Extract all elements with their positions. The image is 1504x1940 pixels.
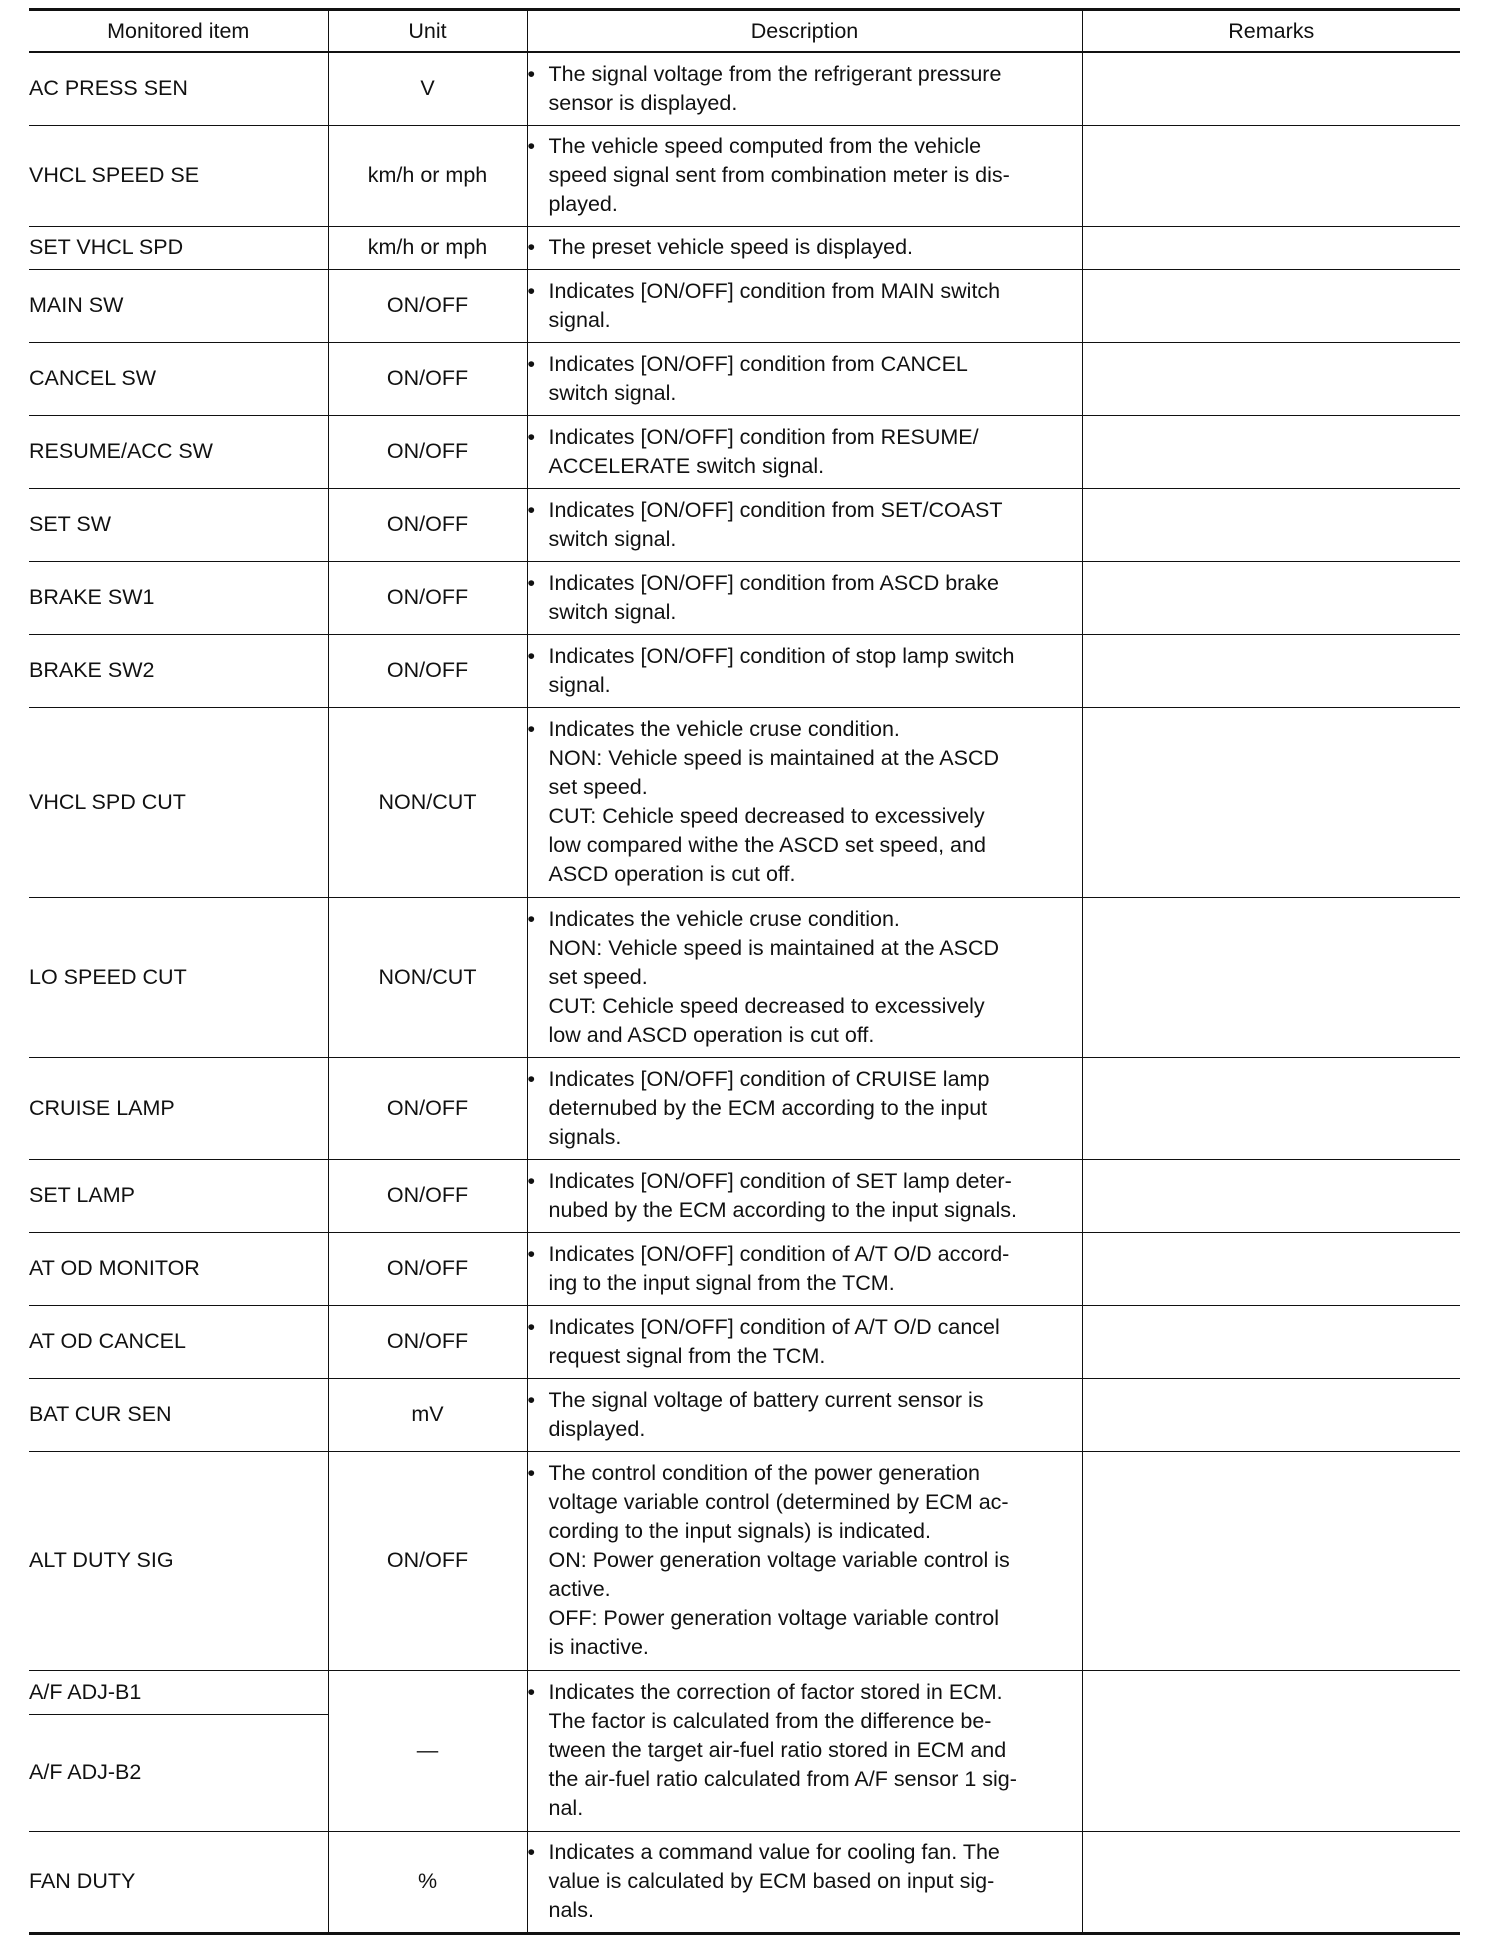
description-text: The control condition of the power generation voltage variable control (determined by ECM ac- cording to the input signals) is indicated. ON: Power generation voltage variable control is active. OFF: Power generation voltage variable control is inactive. — [548, 1461, 1010, 1659]
description-cell — [527, 634, 1082, 707]
description-text: The signal voltage of battery current sensor is displayed. — [548, 1387, 984, 1441]
table-row — [29, 1451, 1460, 1670]
monitored-item-cell: SET SW — [29, 488, 328, 561]
bullet-icon: • — [527, 1840, 536, 1864]
bullet-icon: • — [527, 1314, 536, 1339]
description-text: The vehicle speed computed from the vehicle speed signal sent from combination meter is dis- played. — [548, 134, 1010, 216]
monitored-item-cell: VHCL SPD CUT — [29, 707, 328, 897]
description-text: Indicates the correction of factor stored in ECM. The factor is calculated from the difference be- tween the target air-fuel ratio stored in ECM and the air-fuel ratio calculated from A/F sensor 1 sig- nal. — [548, 1680, 1017, 1820]
description-text: Indicates [ON/OFF] condition of A/T O/D cancel request signal from the TCM. — [548, 1314, 1000, 1368]
remarks-cell — [1082, 1378, 1460, 1451]
bullet-icon: • — [527, 134, 536, 158]
unit-cell: ON/OFF — [328, 1057, 527, 1159]
table-row — [29, 1305, 1460, 1378]
remarks-cell — [1082, 561, 1460, 634]
bullet-icon: • — [527, 1680, 536, 1704]
description-text: Indicates a command value for cooling fan. The value is calculated by ECM based on input sig- nals. — [548, 1840, 1000, 1922]
monitored-item-cell: AT OD CANCEL — [29, 1305, 328, 1378]
monitored-item-cell: MAIN SW — [29, 269, 328, 342]
table-row — [29, 1670, 1460, 1714]
monitored-item-cell: AC PRESS SEN — [29, 52, 328, 125]
unit-cell: NON/CUT — [328, 707, 527, 897]
description-cell — [527, 488, 1082, 561]
table-row — [29, 1831, 1460, 1933]
bullet-icon: • — [527, 424, 536, 449]
monitored-item-cell: A/F ADJ-B1 — [29, 1670, 328, 1714]
description-text: Indicates [ON/OFF] condition from RESUME/ ACCELERATE switch signal. — [548, 424, 979, 478]
description-cell — [527, 1232, 1082, 1305]
remarks-cell — [1082, 897, 1460, 1057]
monitored-item-cell: CRUISE LAMP — [29, 1057, 328, 1159]
table-row — [29, 226, 1460, 269]
monitored-item-cell: RESUME/ACC SW — [29, 415, 328, 488]
bullet-icon: • — [527, 497, 536, 522]
unit-cell: mV — [328, 1378, 527, 1451]
remarks-cell — [1082, 488, 1460, 561]
bullet-icon: • — [527, 717, 536, 741]
table-row — [29, 634, 1460, 707]
description-cell — [527, 52, 1082, 125]
unit-cell: V — [328, 52, 527, 125]
unit-cell: NON/CUT — [328, 897, 527, 1057]
bullet-icon: • — [527, 906, 536, 931]
remarks-cell — [1082, 1451, 1460, 1670]
description-cell — [527, 269, 1082, 342]
description-cell — [527, 342, 1082, 415]
unit-cell: ON/OFF — [328, 488, 527, 561]
description-text: Indicates the vehicle cruse condition. NON: Vehicle speed is maintained at the ASCD set speed. CUT: Cehicle speed decreased to excessively low compared withe the ASCD set speed, and ASCD operation is cut off. — [548, 717, 1000, 886]
unit-cell: ON/OFF — [328, 1159, 527, 1232]
unit-cell: ON/OFF — [328, 415, 527, 488]
description-text: Indicates [ON/OFF] condition of CRUISE lamp deternubed by the ECM according to the input signals. — [548, 1066, 990, 1149]
bullet-icon: • — [527, 1387, 536, 1412]
remarks-cell — [1082, 1831, 1460, 1933]
bullet-icon: • — [527, 570, 536, 595]
table-row — [29, 1057, 1460, 1159]
description-text: Indicates [ON/OFF] condition from CANCEL switch signal. — [548, 351, 968, 405]
unit-cell: — — [328, 1670, 527, 1831]
monitored-item-cell: BAT CUR SEN — [29, 1378, 328, 1451]
table-row — [29, 415, 1460, 488]
description-cell — [527, 226, 1082, 269]
remarks-cell — [1082, 415, 1460, 488]
unit-cell: km/h or mph — [328, 125, 527, 226]
description-cell — [527, 1305, 1082, 1378]
unit-cell: ON/OFF — [328, 561, 527, 634]
table-row — [29, 342, 1460, 415]
monitored-item-cell: ALT DUTY SIG — [29, 1451, 328, 1670]
description-text: Indicates [ON/OFF] condition of stop lamp switch signal. — [548, 643, 1015, 697]
table-row — [29, 488, 1460, 561]
unit-cell: % — [328, 1831, 527, 1933]
description-cell — [527, 125, 1082, 226]
description-cell — [527, 1831, 1082, 1933]
description-cell — [527, 1057, 1082, 1159]
monitored-item-cell: A/F ADJ-B2 — [29, 1714, 328, 1831]
remarks-cell — [1082, 707, 1460, 897]
monitor-item-table-page — [29, 8, 1460, 1935]
remarks-cell — [1082, 1057, 1460, 1159]
unit-cell: ON/OFF — [328, 269, 527, 342]
description-text: The signal voltage from the refrigerant pressure sensor is displayed. — [548, 61, 1002, 115]
description-cell — [527, 415, 1082, 488]
bullet-icon: • — [527, 235, 536, 259]
header-monitored-item: Monitored item — [29, 10, 328, 53]
unit-cell: ON/OFF — [328, 634, 527, 707]
monitored-item-cell: CANCEL SW — [29, 342, 328, 415]
remarks-cell — [1082, 342, 1460, 415]
monitored-item-cell: AT OD MONITOR — [29, 1232, 328, 1305]
header-remarks: Remarks — [1082, 10, 1460, 53]
unit-cell: ON/OFF — [328, 342, 527, 415]
table-row — [29, 52, 1460, 125]
bullet-icon: • — [527, 278, 536, 303]
description-cell — [527, 1670, 1082, 1831]
header-unit: Unit — [328, 10, 527, 53]
description-text: Indicates [ON/OFF] condition from SET/COAST switch signal. — [548, 497, 1003, 551]
bullet-icon: • — [527, 1168, 536, 1193]
table-row — [29, 561, 1460, 634]
table-row — [29, 269, 1460, 342]
description-text: Indicates [ON/OFF] condition from ASCD brake switch signal. — [548, 570, 999, 624]
unit-cell: ON/OFF — [328, 1232, 527, 1305]
monitored-item-cell: LO SPEED CUT — [29, 897, 328, 1057]
description-text: Indicates the vehicle cruse condition. NON: Vehicle speed is maintained at the ASCD set speed. CUT: Cehicle speed decreased to excessively low and ASCD operation is cut off. — [548, 906, 1000, 1047]
monitored-item-cell: VHCL SPEED SE — [29, 125, 328, 226]
description-cell — [527, 897, 1082, 1057]
remarks-cell — [1082, 1670, 1460, 1831]
header-row — [29, 10, 1460, 53]
description-cell — [527, 1159, 1082, 1232]
monitored-item-cell: BRAKE SW1 — [29, 561, 328, 634]
description-cell — [527, 561, 1082, 634]
remarks-cell — [1082, 125, 1460, 226]
table-row — [29, 1232, 1460, 1305]
description-text: Indicates [ON/OFF] condition of SET lamp deter- nubed by the ECM according to the input signals. — [548, 1168, 1018, 1222]
table-row — [29, 1378, 1460, 1451]
remarks-cell — [1082, 1232, 1460, 1305]
monitored-item-cell: SET VHCL SPD — [29, 226, 328, 269]
remarks-cell — [1082, 634, 1460, 707]
unit-cell: ON/OFF — [328, 1451, 527, 1670]
monitor-item-table — [29, 8, 1460, 1935]
description-cell — [527, 1378, 1082, 1451]
unit-cell: km/h or mph — [328, 226, 527, 269]
description-text: Indicates [ON/OFF] condition from MAIN switch signal. — [548, 278, 1001, 332]
table-row — [29, 897, 1460, 1057]
header-description: Description — [527, 10, 1082, 53]
bullet-icon: • — [527, 1066, 536, 1091]
bullet-icon: • — [527, 1241, 536, 1266]
bullet-icon: • — [527, 61, 536, 86]
remarks-cell — [1082, 1159, 1460, 1232]
description-text: The preset vehicle speed is displayed. — [548, 235, 914, 259]
description-cell — [527, 707, 1082, 897]
remarks-cell — [1082, 1305, 1460, 1378]
bullet-icon: • — [527, 351, 536, 376]
monitored-item-cell: SET LAMP — [29, 1159, 328, 1232]
table-row — [29, 1159, 1460, 1232]
monitored-item-cell: FAN DUTY — [29, 1831, 328, 1933]
table-row — [29, 125, 1460, 226]
bullet-icon: • — [527, 1461, 536, 1485]
monitored-item-cell: BRAKE SW2 — [29, 634, 328, 707]
table-row — [29, 707, 1460, 897]
remarks-cell — [1082, 52, 1460, 125]
bullet-icon: • — [527, 643, 536, 668]
description-cell — [527, 1451, 1082, 1670]
remarks-cell — [1082, 226, 1460, 269]
remarks-cell — [1082, 269, 1460, 342]
description-text: Indicates [ON/OFF] condition of A/T O/D accord- ing to the input signal from the TCM. — [548, 1241, 1010, 1295]
unit-cell: ON/OFF — [328, 1305, 527, 1378]
